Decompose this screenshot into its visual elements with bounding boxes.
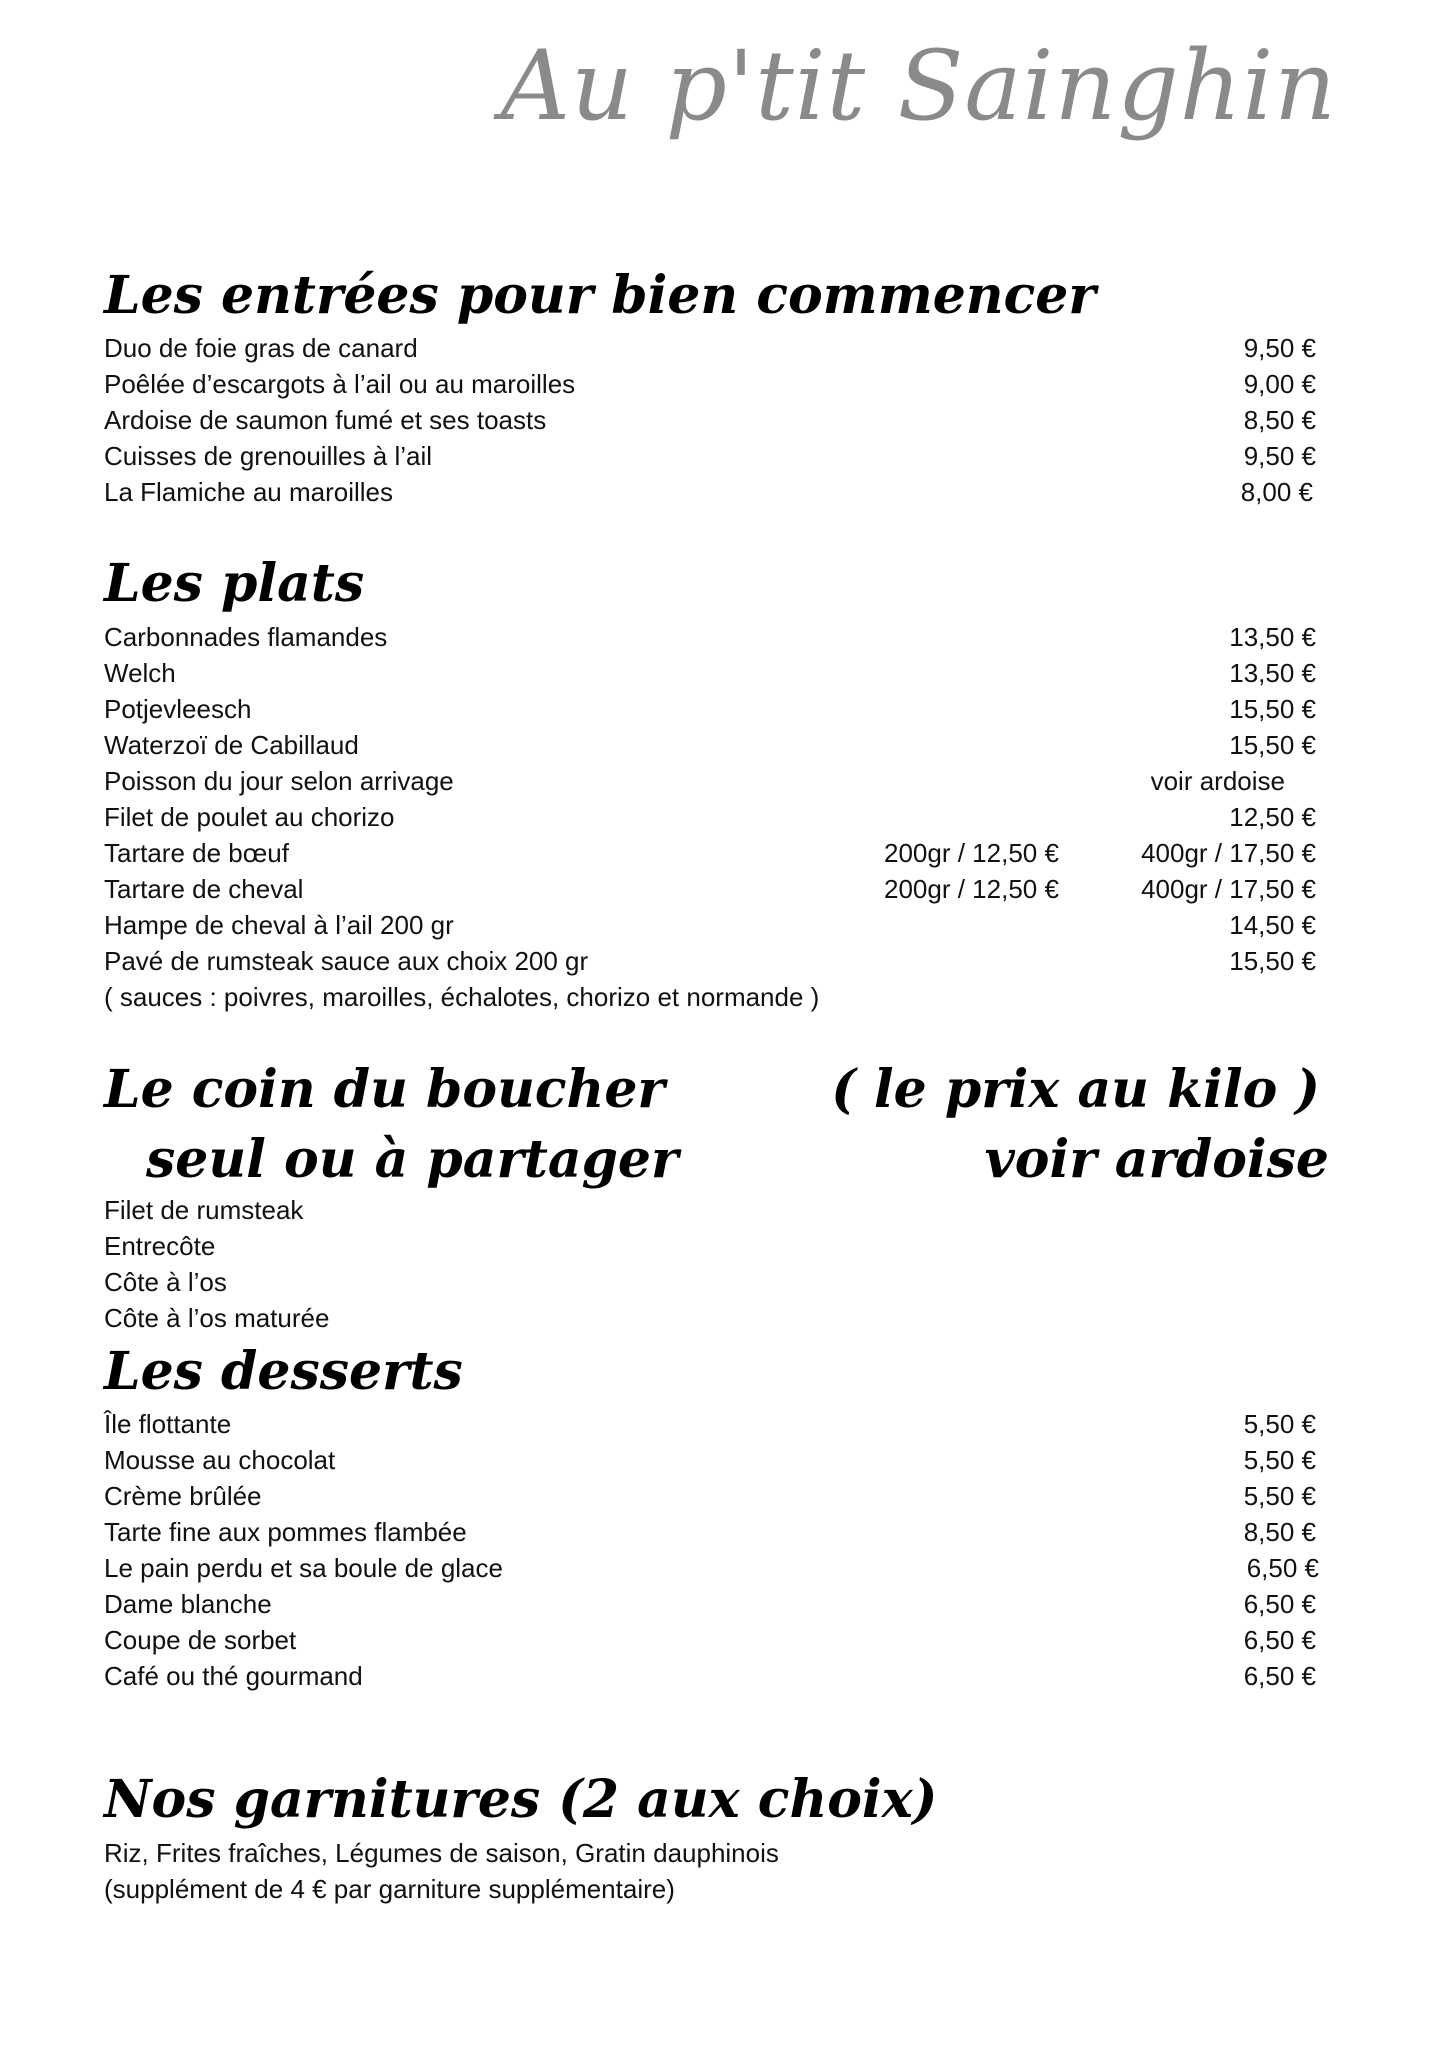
menu-item-price: 400gr / 17,50 € (1141, 874, 1316, 904)
menu-item-name: Filet de poulet au chorizo (104, 802, 395, 832)
menu-item-name: Carbonnades flamandes (104, 622, 388, 652)
menu-item-price: 5,50 € (1243, 1409, 1316, 1439)
menu-item-price: 15,50 € (1229, 694, 1316, 724)
menu-item-name: Poisson du jour selon arrivage (104, 766, 454, 796)
menu-item-name: Filet de rumsteak (104, 1195, 304, 1225)
menu-item-name: Côte à l’os (104, 1267, 227, 1297)
menu-item-price: 9,00 € (1243, 369, 1316, 399)
menu-item-price: 13,50 € (1229, 658, 1316, 688)
menu-item-name: Welch (104, 658, 176, 688)
menu-item-price: 9,50 € (1243, 333, 1316, 363)
menu-item-price: voir ardoise (1150, 766, 1285, 796)
sauces-note: ( sauces : poivres, maroilles, échalotes, chorizo et normande ) (104, 982, 820, 1012)
section-title-entrees: Les entrées pour bien commencer (104, 265, 1096, 326)
section-title-plats: Les plats (104, 553, 365, 614)
restaurant-name: Au p'tit Sainghin (500, 30, 1337, 142)
menu-item-name: Coupe de sorbet (104, 1625, 297, 1655)
menu-item-name: Pavé de rumsteak sauce aux choix 200 gr (104, 946, 589, 976)
menu-item-price: 15,50 € (1229, 730, 1316, 760)
menu-item-name: Café ou thé gourmand (104, 1661, 363, 1691)
menu-item-name: Mousse au chocolat (104, 1445, 336, 1475)
menu-item-name: La Flamiche au maroilles (104, 477, 394, 507)
menu-item-name: Dame blanche (104, 1589, 272, 1619)
menu-item-price: 6,50 € (1243, 1661, 1316, 1691)
garnitures-list: Riz, Frites fraîches, Légumes de saison, Gratin dauphinois (104, 1838, 779, 1868)
menu-item-name: Potjevleesch (104, 694, 252, 724)
menu-item-price: 9,50 € (1243, 441, 1316, 471)
menu-item-name: Le pain perdu et sa boule de glace (104, 1553, 503, 1583)
menu-item-price: 8,00 € (1240, 477, 1313, 507)
menu-item-price: 15,50 € (1229, 946, 1316, 976)
section-title-boucher: Le coin du boucher (104, 1059, 665, 1120)
menu-item-name: Waterzoï de Cabillaud (104, 730, 359, 760)
menu-item-name: Ardoise de saumon fumé et ses toasts (104, 405, 547, 435)
menu-item-name: Tarte fine aux pommes flambée (104, 1517, 467, 1547)
menu-item-price: 14,50 € (1229, 910, 1316, 940)
menu-item-name: Tartare de cheval (104, 874, 304, 904)
menu-item-name: Poêlée d’escargots à l’ail ou au maroilles (104, 369, 576, 399)
menu-item-name: Crème brûlée (104, 1481, 262, 1511)
menu-item-price-small: 200gr / 12,50 € (884, 838, 1059, 868)
boucher-price-value: voir ardoise (984, 1129, 1329, 1190)
menu-item-name: Cuisses de grenouilles à l’ail (104, 441, 433, 471)
menu-item-price: 6,50 € (1246, 1553, 1319, 1583)
menu-item-price: 8,50 € (1243, 405, 1316, 435)
garnitures-note: (supplément de 4 € par garniture supplémentaire) (104, 1874, 675, 1904)
menu-item-price: 12,50 € (1229, 802, 1316, 832)
menu-item-price: 6,50 € (1243, 1625, 1316, 1655)
menu-item-name: Tartare de bœuf (104, 838, 289, 868)
menu-item-name: Côte à l’os maturée (104, 1303, 330, 1333)
section-title-desserts: Les desserts (104, 1341, 463, 1402)
boucher-price-note: ( le prix au kilo ) (831, 1059, 1320, 1120)
section-title-garnitures: Nos garnitures (2 aux choix) (104, 1769, 938, 1830)
menu-item-name: Duo de foie gras de canard (104, 333, 418, 363)
section-subtitle-boucher: seul ou à partager (146, 1129, 679, 1190)
menu-item-price-small: 200gr / 12,50 € (884, 874, 1059, 904)
menu-item-price: 6,50 € (1243, 1589, 1316, 1619)
menu-item-price: 5,50 € (1243, 1445, 1316, 1475)
menu-item-name: Hampe de cheval à l’ail 200 gr (104, 910, 454, 940)
menu-item-price: 13,50 € (1229, 622, 1316, 652)
menu-item-name: Entrecôte (104, 1231, 216, 1261)
menu-item-price: 400gr / 17,50 € (1141, 838, 1316, 868)
menu-item-price: 5,50 € (1243, 1481, 1316, 1511)
menu-item-name: Île flottante (104, 1409, 232, 1439)
menu-item-price: 8,50 € (1243, 1517, 1316, 1547)
